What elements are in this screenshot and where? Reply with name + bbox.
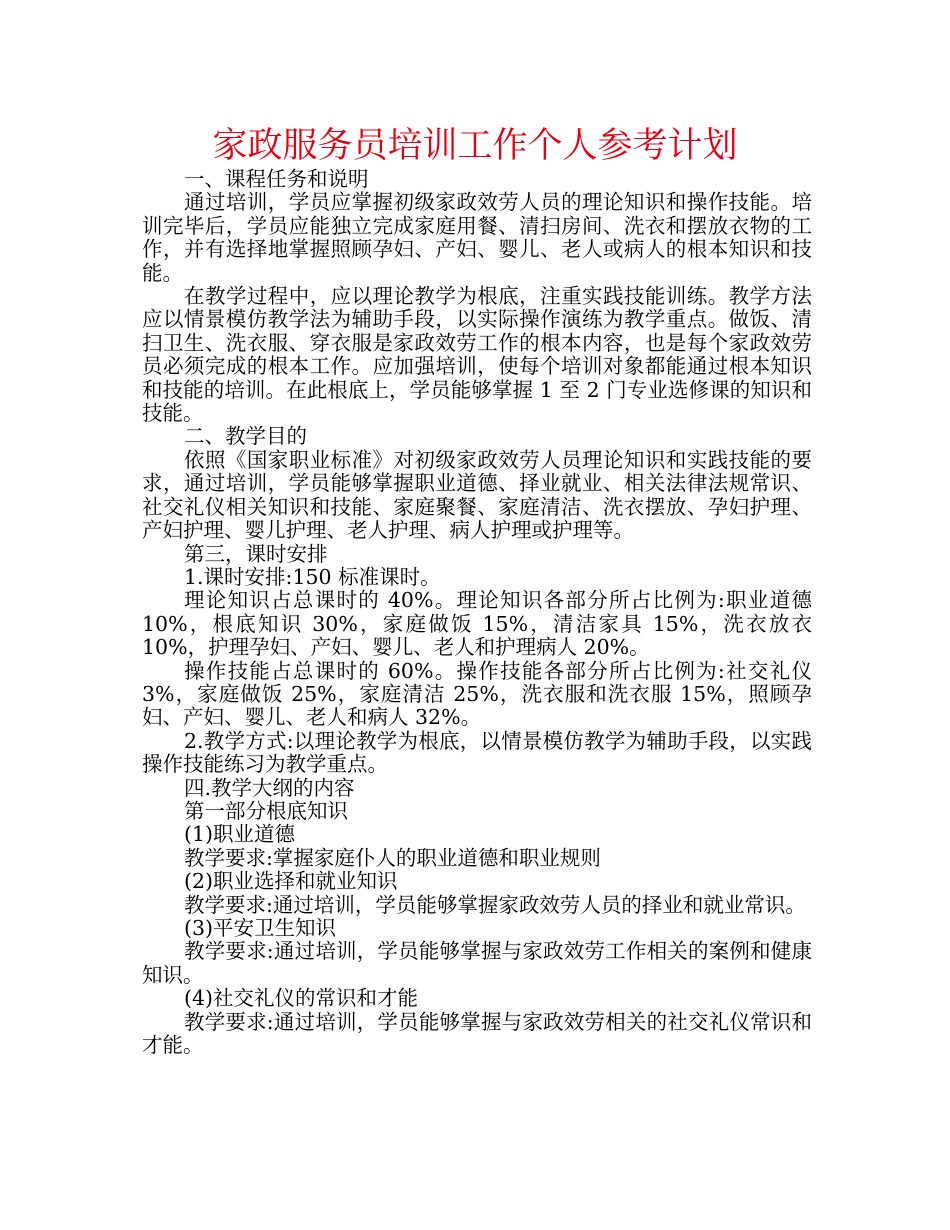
paragraph: 1.课时安排:150 标准课时。 <box>184 564 441 589</box>
document-body <box>142 168 812 1057</box>
paragraph: 教学要求:通过培训，学员能够掌握与家政效劳相关的社交礼仪常识和才能。 <box>142 1009 812 1058</box>
paragraph: 通过培训，学员应掌握初级家政效劳人员的理论知识和操作技能。培训完毕后，学员应能独立完成家庭用餐、清扫房间、洗衣和摆放衣物的工作，并有选择地掌握照顾孕妇、产妇、婴儿、老人或病人的根本知识和技能。 <box>142 190 812 285</box>
paragraph: 教学要求:通过培训，学员能够掌握与家政效劳工作相关的案例和健康知识。 <box>142 939 812 987</box>
paragraph: 教学要求:通过培训，学员能够掌握家政效劳人员的择业和就业常识。 <box>184 892 806 917</box>
section-heading-2: 二、教学目的 <box>184 424 307 449</box>
section-heading-3: 第三，课时安排 <box>184 541 328 566</box>
paragraph: 理论知识占总课时的 40%。理论知识各部分所占比例为:职业道德 10%，根底知识 30%，家庭做饭 15%，清洁家具 15%，洗衣放衣 10%，护理孕妇、产妇、婴儿、老人和护理病人 20%。 <box>142 588 812 660</box>
paragraph: 依照《国家职业标准》对初级家政效劳人员理论知识和实践技能的要求，通过培训，学员能够掌握职业道德、择业就业、相关法律法规常识、社交礼仪相关知识和技能、家庭聚餐、家庭清洁、洗衣摆放、孕妇护理、产妇护理、婴儿护理、老人护理、病人护理或护理等。 <box>142 447 812 543</box>
paragraph: 在教学过程中，应以理论教学为根底，注重实践技能训练。教学方法应以情景模仿教学法为辅助手段，以实际操作演练为教学重点。做饭、清扫卫生、洗衣服、穿衣服是家政效劳工作的根本内容，也是每个家政效劳员必须完成的根本工作。应加强培训，使每个培训对象都能通过根本知识和技能的培训。在此根底上，学员能够掌握 1 至 2 门专业选修课的知识和技能。 <box>142 284 812 426</box>
paragraph: 操作技能占总课时的 60%。操作技能各部分所占比例为:社交礼仪 3%，家庭做饭 25%，家庭清洁 25%，洗衣服和洗衣服 15%，照顾孕妇、产妇、婴儿、老人和病人 32%。 <box>142 658 812 730</box>
list-item-heading: (3)平安卫生知识 <box>184 916 337 940</box>
paragraph: 2.教学方式:以理论教学为根底，以情景模仿教学为辅助手段，以实践操作技能练习为教学重点。 <box>142 728 812 777</box>
paragraph: 教学要求:掌握家庭仆人的职业道德和职业规则 <box>184 845 601 870</box>
document-title: 家政服务员培训工作个人参考计划 <box>212 126 738 166</box>
section-heading-1: 一、课程任务和说明 <box>184 167 369 191</box>
sub-heading: 第一部分根底知识 <box>184 798 348 823</box>
list-item-heading: (4)社交礼仪的常识和才能 <box>184 986 419 1011</box>
list-item-heading: (2)职业选择和就业知识 <box>184 869 398 894</box>
section-heading-4: 四.教学大纲的内容 <box>184 775 355 800</box>
list-item-heading: (1)职业道德 <box>184 822 296 847</box>
